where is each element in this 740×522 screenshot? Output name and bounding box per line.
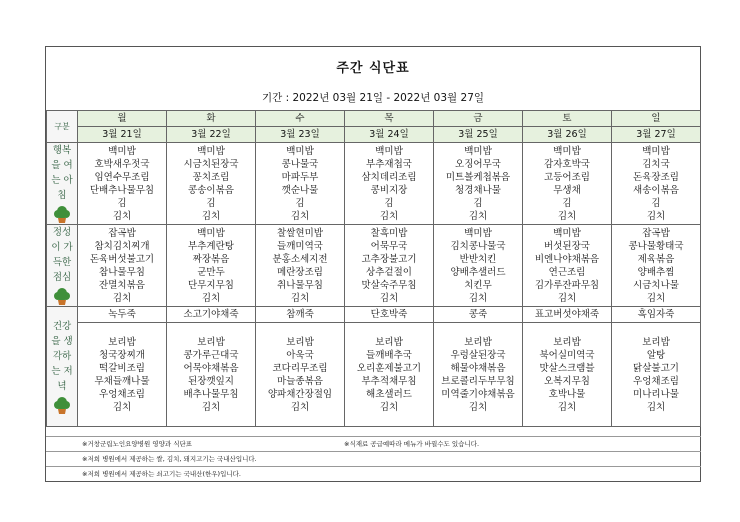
menu-cell	[345, 143, 434, 225]
potted-plant-icon	[54, 288, 70, 306]
menu-item: 참치김치찌개	[94, 240, 150, 252]
menu-item: 김치	[112, 292, 132, 304]
menu-item: 백미밥	[553, 145, 581, 157]
note-origin-rice: ※저희 병원에서 제공하는 쌀, 김치, 돼지고기는 국내산입니다.	[82, 455, 257, 463]
menu-item: 보리밥	[642, 336, 670, 348]
menu-item: 북어실미역국	[539, 349, 595, 361]
menu-item: 백미밥	[375, 145, 403, 157]
menu-item: 김치	[379, 210, 399, 222]
menu-item: 무채들깨나물	[94, 375, 150, 387]
menu-period: 기간 : 2022년 03월 21일 - 2022년 03월 27일	[261, 92, 485, 104]
menu-item: 청경채나물	[455, 184, 501, 196]
menu-item: 보리밥	[464, 336, 492, 348]
menu-item: 백미밥	[642, 145, 670, 157]
dinner-row	[47, 323, 701, 427]
menu-item: 김치	[646, 401, 666, 413]
snack-item: 참깨죽	[256, 307, 345, 323]
note-origin-beef: ※저희 병원에서 제공하는 쇠고기는 국내산(한우)입니다.	[82, 470, 241, 478]
breakfast-row-label	[47, 143, 78, 225]
menu-item: 삼치데리조림	[361, 171, 417, 183]
menu-item: 백미밥	[464, 145, 492, 157]
menu-item: 백미밥	[197, 145, 225, 157]
snack-item: 흑임자죽	[612, 307, 701, 323]
menu-item: 맛살숙주무침	[361, 279, 417, 291]
menu-item: 김치	[468, 401, 488, 413]
menu-item: 짜장볶음	[192, 253, 230, 265]
day-date: 3월 24일	[345, 127, 434, 143]
menu-item: 꽁치조림	[192, 171, 230, 183]
menu-item: 참나물무침	[99, 266, 145, 278]
day-name: 화	[167, 111, 256, 127]
menu-item: 김치	[557, 292, 577, 304]
menu-item: 떡갈비조림	[99, 362, 145, 374]
menu-cell	[78, 323, 167, 427]
snack-row	[47, 307, 701, 323]
menu-item: 미트볼케첩볶음	[445, 171, 511, 183]
menu-item: 김치	[201, 401, 221, 413]
menu-cell	[345, 225, 434, 307]
menu-item: 김치	[646, 210, 666, 222]
menu-item: 미나리나물	[633, 388, 679, 400]
menu-item: 보리밥	[286, 336, 314, 348]
meal-label-text: 건강을 생각하는 저녁	[51, 320, 73, 392]
menu-item: 보리밥	[375, 336, 403, 348]
menu-item: 단무지무침	[188, 279, 234, 291]
menu-item: 아욱국	[286, 349, 314, 361]
day-date: 3월 25일	[434, 127, 523, 143]
lunch-row-label	[47, 225, 78, 307]
menu-item: 김	[117, 197, 127, 209]
menu-item: 김가루잔파무침	[534, 279, 600, 291]
menu-item: 김치	[468, 210, 488, 222]
menu-item: 김	[651, 197, 661, 209]
day-name: 목	[345, 111, 434, 127]
snack-item: 표고버섯야채죽	[523, 307, 612, 323]
menu-item: 감자호박국	[544, 158, 590, 170]
menu-cell	[523, 143, 612, 225]
menu-item: 김치	[379, 401, 399, 413]
menu-item: 어묵무국	[370, 240, 408, 252]
menu-cell	[78, 225, 167, 307]
menu-item: 콩가루근대국	[183, 349, 239, 361]
menu-cell	[167, 225, 256, 307]
menu-item: 백미밥	[197, 227, 225, 239]
menu-item: 김	[384, 197, 394, 209]
menu-item: 비엔나야채볶음	[534, 253, 600, 265]
menu-item: 브로콜리두부무침	[441, 375, 515, 387]
menu-item: 보리밥	[108, 336, 136, 348]
date-header-row	[47, 127, 701, 143]
note-hospital: ※거창군립노인요양병원 영양과 식단표	[82, 440, 193, 448]
snack-item: 녹두죽	[78, 307, 167, 323]
menu-item: 콩비지장	[370, 184, 408, 196]
menu-item: 우엉채조림	[633, 375, 679, 387]
menu-cell	[523, 225, 612, 307]
menu-cell	[167, 143, 256, 225]
lunch-row	[47, 225, 701, 307]
menu-item: 미역줄기야채볶음	[441, 388, 515, 400]
day-date: 3월 21일	[78, 127, 167, 143]
menu-item: 반반치킨	[459, 253, 497, 265]
menu-cell	[167, 323, 256, 427]
menu-item: 김치콩나물국	[450, 240, 506, 252]
menu-item: 무생채	[553, 184, 581, 196]
menu-item: 해초샐러드	[366, 388, 412, 400]
menu-item: 부추재첩국	[366, 158, 412, 170]
menu-item: 우렁살된장국	[450, 349, 506, 361]
menu-item: 해물야채볶음	[450, 362, 506, 374]
menu-item: 콩나물국	[281, 158, 319, 170]
menu-item: 양배추찜	[637, 266, 675, 278]
day-header-row	[47, 111, 701, 127]
menu-item: 단배추나물무침	[89, 184, 155, 196]
potted-plant-icon	[54, 397, 70, 415]
menu-item: 김치	[290, 210, 310, 222]
menu-item: 김	[473, 197, 483, 209]
menu-item: 김치	[201, 292, 221, 304]
menu-cell	[434, 323, 523, 427]
menu-item: 된장깻잎지	[188, 375, 234, 387]
snack-item: 콩죽	[434, 307, 523, 323]
menu-item: 우엉채조림	[99, 388, 145, 400]
weekly-menu-table	[46, 110, 701, 427]
day-name: 일	[612, 111, 701, 127]
menu-cell	[434, 225, 523, 307]
note-supply: ※식재료 공급예따라 메뉴가 바뀔수도 있습니다.	[344, 440, 480, 448]
note-row	[46, 451, 701, 466]
menu-item: 김치	[379, 292, 399, 304]
menu-item: 청국장찌개	[99, 349, 145, 361]
menu-item: 호박새우젓국	[94, 158, 150, 170]
menu-item: 김	[562, 197, 572, 209]
menu-item: 분홍소세지전	[272, 253, 328, 265]
menu-item: 돈육버섯불고기	[89, 253, 155, 265]
menu-item: 김치	[468, 292, 488, 304]
menu-item: 보리밥	[553, 336, 581, 348]
menu-item: 백미밥	[464, 227, 492, 239]
menu-item: 김치	[290, 292, 310, 304]
menu-item: 마파두부	[281, 171, 319, 183]
menu-item: 새송이볶음	[633, 184, 679, 196]
menu-item: 돈육장조림	[633, 171, 679, 183]
meal-label-text: 정성이 가득한 점심	[51, 227, 73, 283]
breakfast-row	[47, 143, 701, 225]
menu-cell	[612, 143, 701, 225]
day-date: 3월 26일	[523, 127, 612, 143]
menu-item: 찰흑미밥	[370, 227, 408, 239]
menu-item: 상추겉절이	[366, 266, 412, 278]
notes-section	[46, 436, 701, 481]
menu-item: 부추계란탕	[188, 240, 234, 252]
meal-label-text: 행복을 여는 아침	[51, 145, 73, 201]
menu-item: 김치	[112, 401, 132, 413]
menu-item: 양파채간장절임	[267, 388, 333, 400]
note-row	[46, 436, 701, 451]
menu-item: 버섯된장국	[544, 240, 590, 252]
menu-item: 김치국	[642, 158, 670, 170]
menu-item: 오리훈제불고기	[356, 362, 422, 374]
menu-item: 임연수무조림	[94, 171, 150, 183]
menu-item: 메란장조림	[277, 266, 323, 278]
menu-item: 백미밥	[553, 227, 581, 239]
menu-item: 맛살스크램블	[539, 362, 595, 374]
day-name: 토	[523, 111, 612, 127]
menu-cell	[612, 323, 701, 427]
menu-item: 마늘종볶음	[277, 375, 323, 387]
menu-item: 백미밥	[286, 145, 314, 157]
menu-item: 콩나물황태국	[628, 240, 684, 252]
menu-item: 어묵야채볶음	[183, 362, 239, 374]
menu-item: 콩송이볶음	[188, 184, 234, 196]
menu-cell	[256, 225, 345, 307]
menu-cell	[78, 143, 167, 225]
menu-item: 취나물무침	[277, 279, 323, 291]
menu-item: 김치	[112, 210, 132, 222]
menu-item: 알탕	[646, 349, 666, 361]
menu-item: 시금치된장국	[183, 158, 239, 170]
gubun-label: 구분	[47, 111, 78, 143]
menu-item: 부추적채무침	[361, 375, 417, 387]
day-date: 3월 27일	[612, 127, 701, 143]
menu-cell	[256, 143, 345, 225]
day-date: 3월 23일	[256, 127, 345, 143]
potted-plant-icon	[54, 206, 70, 224]
menu-cell	[256, 323, 345, 427]
day-date: 3월 22일	[167, 127, 256, 143]
page-title: 주간 식단표	[336, 61, 410, 76]
menu-item: 치킨무	[464, 279, 492, 291]
snack-item: 소고기야채죽	[167, 307, 256, 323]
menu-item: 닭살불고기	[633, 362, 679, 374]
menu-item: 김치	[646, 292, 666, 304]
menu-item: 오징어무국	[455, 158, 501, 170]
day-name: 수	[256, 111, 345, 127]
menu-item: 고등어조림	[544, 171, 590, 183]
menu-item: 김치	[557, 401, 577, 413]
menu-item: 시금치나물	[633, 279, 679, 291]
menu-item: 찰쌀현미밥	[277, 227, 323, 239]
day-name: 금	[434, 111, 523, 127]
dinner-row-label	[47, 307, 78, 427]
menu-item: 김치	[557, 210, 577, 222]
menu-item: 연근조림	[548, 266, 586, 278]
menu-item: 들깨배추국	[366, 349, 412, 361]
menu-item: 김치	[201, 210, 221, 222]
menu-item: 양배추샐러드	[450, 266, 506, 278]
menu-item: 김	[295, 197, 305, 209]
menu-item: 군만두	[197, 266, 225, 278]
menu-cell	[434, 143, 523, 225]
menu-item: 오복지무침	[544, 375, 590, 387]
day-name: 월	[78, 111, 167, 127]
menu-item: 코다리무조림	[272, 362, 328, 374]
menu-item: 제육볶음	[637, 253, 675, 265]
menu-cell	[523, 323, 612, 427]
snack-item: 단호박죽	[345, 307, 434, 323]
note-row	[46, 466, 701, 481]
menu-item: 고추장불고기	[361, 253, 417, 265]
menu-item: 호박나물	[548, 388, 586, 400]
menu-item: 깻순나물	[281, 184, 319, 196]
menu-item: 잡곡밥	[642, 227, 670, 239]
menu-cell	[612, 225, 701, 307]
menu-item: 김치	[290, 401, 310, 413]
menu-item: 잔멸치볶음	[99, 279, 145, 291]
menu-item: 잡곡밥	[108, 227, 136, 239]
menu-item: 들깨미역국	[277, 240, 323, 252]
menu-cell	[345, 323, 434, 427]
menu-sheet	[45, 46, 701, 482]
menu-item: 배추나물무침	[183, 388, 239, 400]
menu-item: 백미밥	[108, 145, 136, 157]
menu-item: 김	[206, 197, 216, 209]
menu-item: 보리밥	[197, 336, 225, 348]
